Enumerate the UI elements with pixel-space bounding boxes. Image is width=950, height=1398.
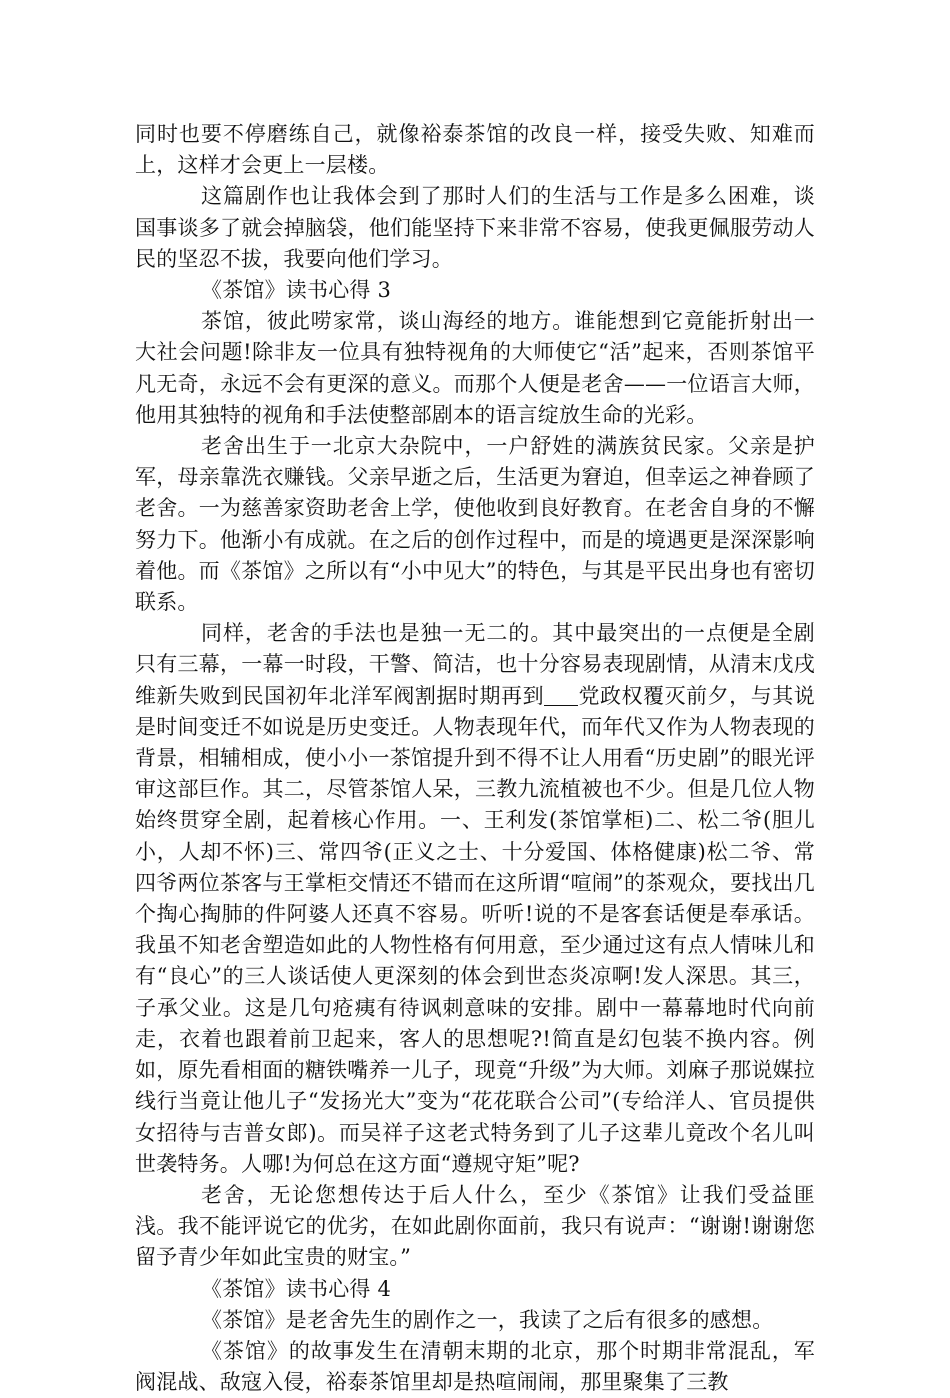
- section-heading: 《茶馆》读书心得 4: [201, 1276, 392, 1301]
- paragraph-text: 同样，老舍的手法也是独一无二的。其中最突出的一点便是全剧只有三幕，一幕一时段，干警、简洁，也十分容易表现剧情，从清末戊戌维新失败到民国初年北洋军阀割据时期再到: [135, 621, 815, 708]
- paragraph-text: 党政权覆灭前夕，与其说是时间变迁不如说是历史变迁。人物表现年代，而年代又作为人物表现的背景，相辅相成，使小小一茶馆提升到不得不让人用看“历史剧”的眼光评审这部巨作。其二，尽管茶馆人呆，三教九流植被也不少。但是几位人物始终贯穿全剧，起着核心作用。一、王利发(茶馆掌柜)二、松二爷(胆儿小，人却不怀)三、常四爷(正义之士、十分爱国、体格健康)松二爷、常四爷两位茶客与王掌柜交情还不错而在这所谓“喧闹”的茶观众，要找出几个掏心掏肺的件阿婆人还真不容易。听听!说的不是客套话便是奉承话。我虽不知老舍塑造如此的人物性格有何用意，至少通过这有点人情味儿和有“良心”的三人谈话使人更深刻的体会到世态炎凉啊!发人深思。其三，子承父业。这是几句疮痍有待讽刺意味的安排。剧中一幕幕地时代向前走，衣着也跟着前卫起来，客人的思想呢?!简直是幻包装不换内容。例如，原先看相面的糖铁嘴养一儿子，现竟“升级”为大师。刘麻子那说媒拉线行当竟让他儿子“发扬光大”变为“花花联合公司”(专给洋人、官员提供女招待与吉普女郎)。而吴祥子这老式特务到了儿子这辈儿竟改个名儿叫世袭特务。人哪!为何总在这方面“遵规守矩”呢?: [135, 683, 815, 1176]
- paragraph: 这篇剧作也让我体会到了那时人们的生活与工作是多么困难，谈国事谈多了就会掉脑袋，他们能坚持下来非常不容易，使我更佩服劳动人民的坚忍不拔，我要向他们学习。: [135, 184, 815, 271]
- paragraph: 老舍，无论您想传达于后人什么，至少《茶馆》让我们受益匪浅。我不能评说它的优劣，在如此剧你面前，我只有说声：“谢谢!谢谢您留予青少年如此宝贵的财宝。”: [135, 1182, 815, 1270]
- paragraph: [135, 618, 815, 1180]
- paragraph: 同时也要不停磨练自己，就像裕泰茶馆的改良一样，接受失败、知难而上，这样才会更上一层楼。: [135, 122, 815, 178]
- section-heading: 《茶馆》读书心得 3: [201, 278, 392, 303]
- paragraph: 《茶馆》是老舍先生的剧作之一，我读了之后有很多的感想。: [201, 1307, 774, 1332]
- blank-underline: [544, 685, 578, 706]
- paragraph: 老舍出生于一北京大杂院中，一户舒姓的满族贫民家。父亲是护军，母亲靠洗衣赚钱。父亲早逝之后，生活更为窘迫，但幸运之神眷顾了老舍。一为慈善家资助老舍上学，使他收到良好教育。在老舍自身的不懈努力下。他渐小有成就。在之后的创作过程中，而是的境遇更是深深影响着他。而《茶馆》之所以有“小中见大”的特色，与其是平民出身也有密切联系。: [135, 434, 815, 615]
- document-body: [135, 119, 815, 1398]
- paragraph: 茶馆，彼此唠家常，谈山海经的地方。谁能想到它竟能折射出一大社会问题!除非友一位具有独特视角的大师使它“活”起来，否则茶馆平凡无奇，永远不会有更深的意义。而那个人便是老舍——一位语言大师，他用其独特的视角和手法使整部剧本的语言绽放生命的光彩。: [135, 309, 815, 427]
- paragraph: 《茶馆》的故事发生在清朝末期的北京，那个时期非常混乱，军阀混战、敌寇入侵，裕泰茶馆里却是热喧闹闹，那里聚集了三教: [135, 1338, 815, 1395]
